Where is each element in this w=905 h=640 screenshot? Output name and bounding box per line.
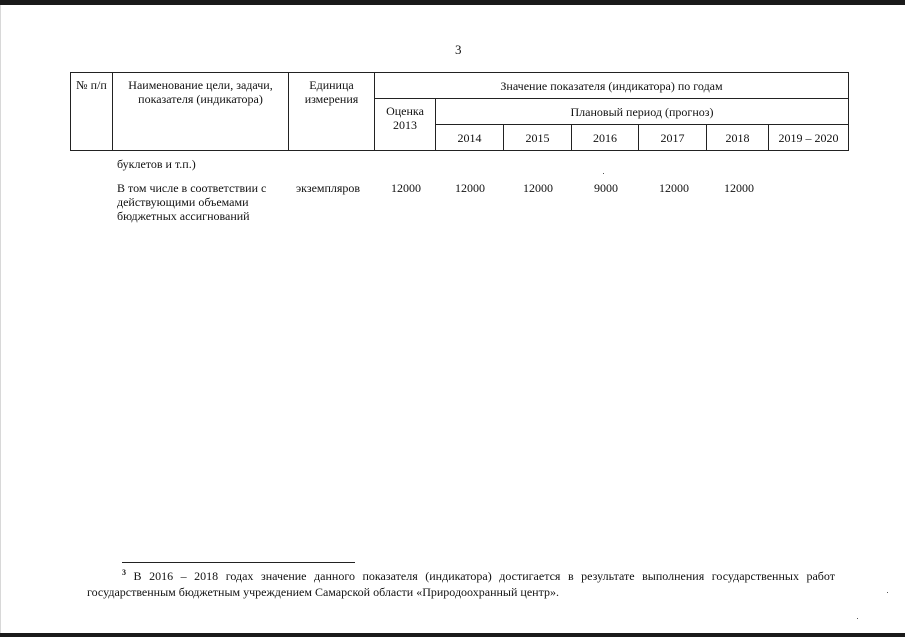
scan-speck [603,173,604,174]
footnote [87,565,835,600]
continuation-text: буклетов и т.п.) [117,157,196,171]
scan-border-bottom [0,633,905,637]
row-value-2018: 12000 [724,181,754,195]
header-name: Наименование цели, задачи, показателя (индикатора) [113,73,289,151]
scan-border-top [0,0,905,5]
header-year: 2016 [572,125,639,151]
header-unit: Единица измерения [289,73,375,151]
scan-speck [857,618,858,619]
footnote-rule [122,562,355,563]
scan-speck [887,592,888,593]
row-value-2017: 12000 [659,181,689,195]
footnote-text: В 2016 – 2018 годах значение данного показателя (индикатора) достигается в результате выполнения государственных работ государственным бюджетным учреждением Самарской области «Природоохранный центр». [87,569,835,599]
header-planned-period: Плановый период (прогноз) [436,99,849,125]
header-year: 2014 [436,125,504,151]
header-year: 2015 [504,125,572,151]
header-estimate: Оценка 2013 [375,99,436,151]
header-year: 2017 [639,125,707,151]
page-number: 3 [455,42,462,57]
header-num: № п/п [71,73,113,151]
indicator-table-header [70,72,849,151]
row-name: В том числе в соответствии с действующими объемами бюджетных ассигнований [117,181,267,223]
header-year: 2018 [707,125,769,151]
scan-border-left [0,5,1,633]
row-value-2014: 12000 [455,181,485,195]
row-value-2016: 9000 [594,181,618,195]
row-unit: экземпляров [296,181,361,195]
header-values-by-year: Значение показателя (индикатора) по годам [375,73,849,99]
row-value-2015: 12000 [523,181,553,195]
row-value-2013: 12000 [391,181,421,195]
footnote-marker: 3 [122,568,126,577]
header-year: 2019 – 2020 [769,125,849,151]
